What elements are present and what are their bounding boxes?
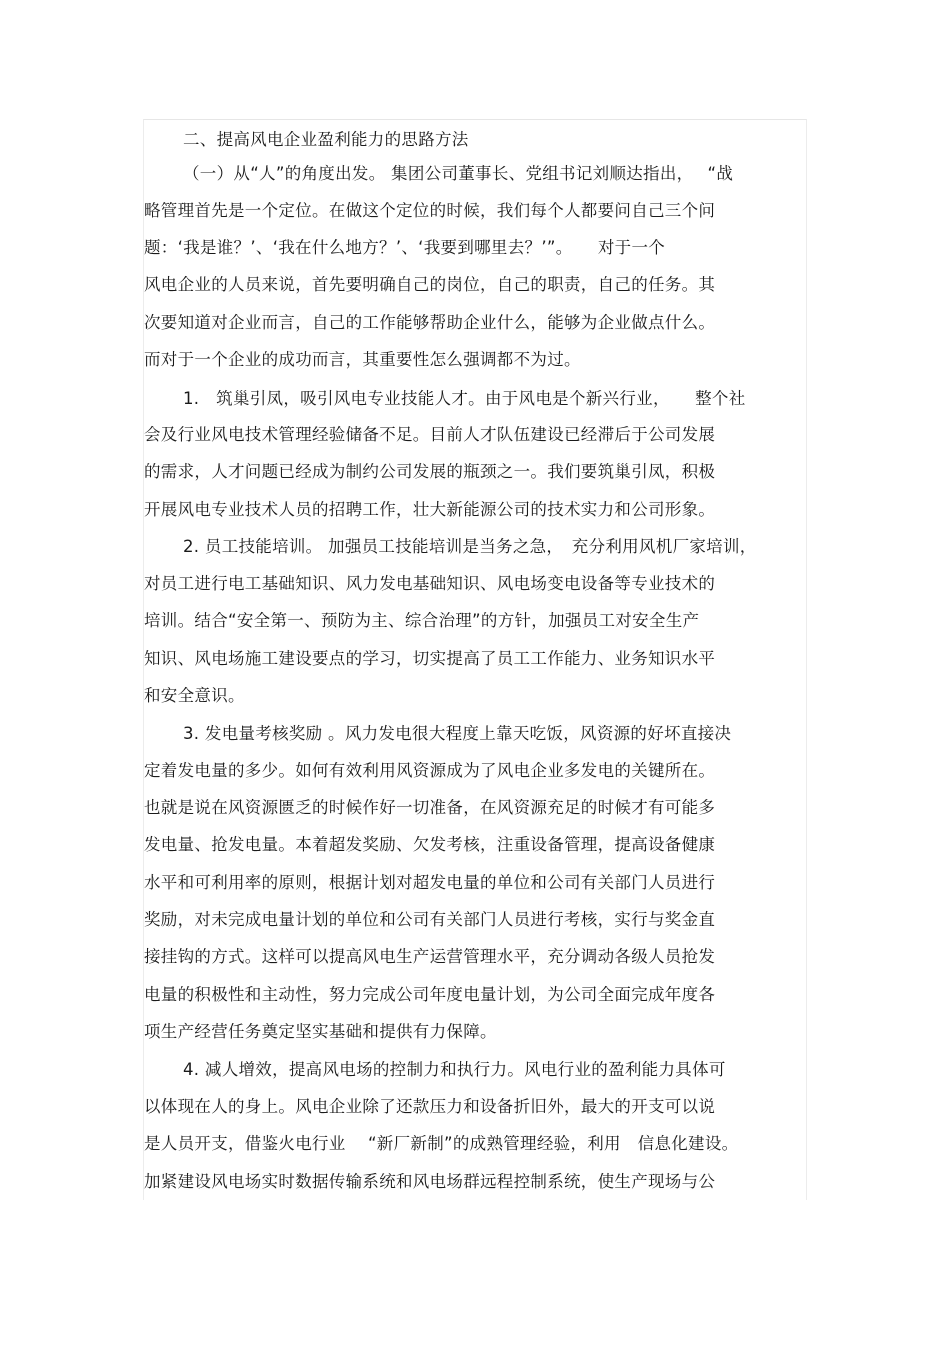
paragraph-line: 2. 员工技能培训。 加强员工技能培训是当务之急， 充分利用风机厂家培训， (183, 537, 757, 556)
paragraph-line: 开展风电专业技术人员的招聘工作，壮大新能源公司的技术实力和公司形象。 (144, 500, 716, 519)
paragraph-line: 会及行业风电技术管理经验储备不足。目前人才队伍建设已经滞后于公司发展 (144, 425, 716, 444)
paragraph-line: 风电企业的人员来说，首先要明确自己的岗位，自己的职责，自己的任务。其 (144, 275, 716, 294)
paragraph-line: 项生产经营任务奠定坚实基础和提供有力保障。 (144, 1022, 497, 1041)
paragraph-line: 1. 筑巢引凤，吸引风电专业技能人才。由于风电是个新兴行业， 整个社 (183, 389, 746, 408)
paragraph-line: 和安全意识。 (144, 686, 245, 705)
paragraph-line: 是人员开支，借鉴火电行业 “新厂新制”的成熟管理经验，利用 信息化建设。 (144, 1134, 739, 1153)
paragraph-line: 电量的积极性和主动性，努力完成公司年度电量计划，为公司全面完成年度各 (144, 985, 716, 1004)
paragraph-line: 4. 减人增效，提高风电场的控制力和执行力。风电行业的盈利能力具体可 (183, 1060, 726, 1079)
section-heading: 二、提高风电企业盈利能力的思路方法 (183, 130, 469, 149)
paragraph-line: 接挂钩的方式。这样可以提高风电生产运营管理水平，充分调动各级人员抢发 (144, 947, 716, 966)
paragraph-line: 对员工进行电工基础知识、风力发电基础知识、风电场变电设备等专业技术的 (144, 574, 716, 593)
paragraph-line: 略管理首先是一个定位。在做这个定位的时候，我们每个人都要问自己三个问 (144, 201, 716, 220)
paragraph-line: 加紧建设风电场实时数据传输系统和风电场群远程控制系统，使生产现场与公 (144, 1172, 716, 1191)
paragraph-line: 题：‘我是谁？’、‘我在什么地方？’、‘我要到哪里去？’”。 对于一个 (144, 238, 666, 257)
paragraph-line: 奖励，对未完成电量计划的单位和公司有关部门人员进行考核，实行与奖金直 (144, 910, 716, 929)
paragraph-line: 发电量、抢发电量。本着超发奖励、欠发考核，注重设备管理，提高设备健康 (144, 835, 716, 854)
paragraph-line: 而对于一个企业的成功而言，其重要性怎么强调都不为过。 (144, 350, 581, 369)
paragraph-line: 定着发电量的多少。如何有效利用风资源成为了风电企业多发电的关键所在。 (144, 761, 716, 780)
paragraph-line: 次要知道对企业而言，自己的工作能够帮助企业什么，能够为企业做点什么。 (144, 313, 716, 332)
paragraph-line: 3. 发电量考核奖励 。风力发电很大程度上靠天吃饭，风资源的好坏直接决 (183, 724, 732, 743)
paragraph-line: 培训。结合“安全第一、预防为主、综合治理”的方针，加强员工对安全生产 (144, 611, 700, 630)
paragraph-line: 的需求，人才问题已经成为制约公司发展的瓶颈之一。我们要筑巢引凤，积极 (144, 462, 716, 481)
paragraph-line: 知识、风电场施工建设要点的学习，切实提高了员工工作能力、业务知识水平 (144, 649, 716, 668)
paragraph-line: 以体现在人的身上。风电企业除了还款压力和设备折旧外，最大的开支可以说 (144, 1097, 716, 1116)
paragraph-line: 也就是说在风资源匮乏的时候作好一切准备，在风资源充足的时候才有可能多 (144, 798, 716, 817)
paragraph-line: 水平和可利用率的原则，根据计划对超发电量的单位和公司有关部门人员进行 (144, 873, 716, 892)
paragraph-line: （一）从“人”的角度出发。 集团公司董事长、党组书记刘顺达指出， “战 (183, 164, 734, 183)
